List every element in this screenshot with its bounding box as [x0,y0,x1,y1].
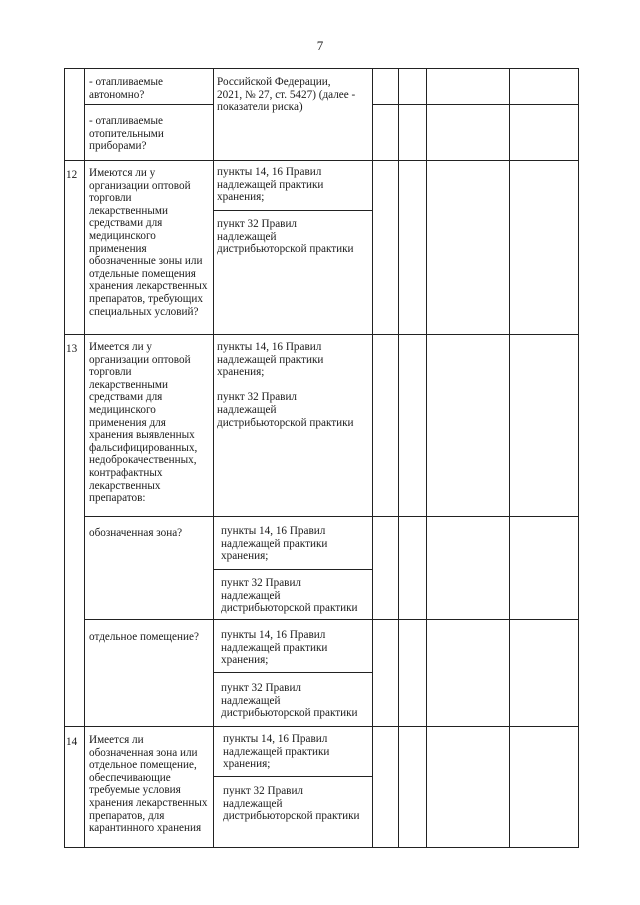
question-cell: Имеется ли у организации оптовой торговли лекарственными средствами для медицинского применения для хранения выявленных фальсифицированных, недоброкачественных, контрафактных лекарственных препаратов: [89,341,198,505]
table-border-left [64,68,65,848]
question-cell: Имеются ли у организации оптовой торговли лекарственными средствами для медицинского применения обозначенные зоны или отдельные помещения хранения лекарственных препаратов, требующих специальных условий? [89,167,208,318]
row-divider-13-zone [84,516,579,517]
question-cell: - отапливаемые отопительными приборами? [89,115,164,153]
question-cell: Имеется ли обозначенная зона или отдельное помещение, обеспечивающие требуемые условия хранения лекарственных препаратов, для карантинного хранения [89,734,208,835]
room-subdivider [213,672,373,673]
requirement-cell: Российской Федерации, 2021, № 27, ст. 5427) (далее - показатели риска) [217,76,356,114]
col-divider-question [213,68,214,848]
question-cell: обозначенная зона? [89,527,183,539]
col-divider-requirement [372,68,373,848]
col-divider-no [426,68,427,848]
requirement-cell: пункты 14, 16 Правил надлежащей практики хранения; [217,166,324,204]
row-divider-13 [64,334,579,335]
row-divider-cont-answers [372,104,579,105]
requirement-cell: пункты 14, 16 Правил надлежащей практики хранения; пункт 32 Правил надлежащей дистрибьюторской практики [217,341,354,429]
requirement-cell: пункт 32 Правил надлежащей дистрибьюторской практики [221,577,358,615]
table-border-top [64,68,579,69]
requirement-cell: пункты 14, 16 Правил надлежащей практики хранения; [221,525,328,563]
row-number: 12 [66,169,78,181]
requirement-cell: пункты 14, 16 Правил надлежащей практики хранения; [221,629,328,667]
row-divider-cont [84,104,214,105]
row-divider-13-room [84,619,579,620]
requirement-cell: пункт 32 Правил надлежащей дистрибьюторской практики [217,218,354,256]
question-cell: - отапливаемые автономно? [89,76,163,101]
col-divider-yes [398,68,399,848]
row-number: 14 [66,736,78,748]
zone-subdivider [213,569,373,570]
requirement-cell: пункт 32 Правил надлежащей дистрибьюторской практики [221,682,358,720]
requirement-cell: пункты 14, 16 Правил надлежащей практики хранения; [223,733,330,771]
row-number: 13 [66,343,78,355]
table-border-bottom [64,847,579,848]
row-divider-14 [64,726,579,727]
row12-subdivider [213,210,373,211]
row-divider-12 [64,160,579,161]
col-divider-na [509,68,510,848]
page-number: 7 [316,38,324,53]
requirement-cell: пункт 32 Правил надлежащей дистрибьюторской практики [223,785,360,823]
col-divider-number [84,68,85,848]
table-border-right [578,68,579,848]
question-cell: отдельное помещение? [89,631,199,643]
row14-subdivider [213,776,373,777]
